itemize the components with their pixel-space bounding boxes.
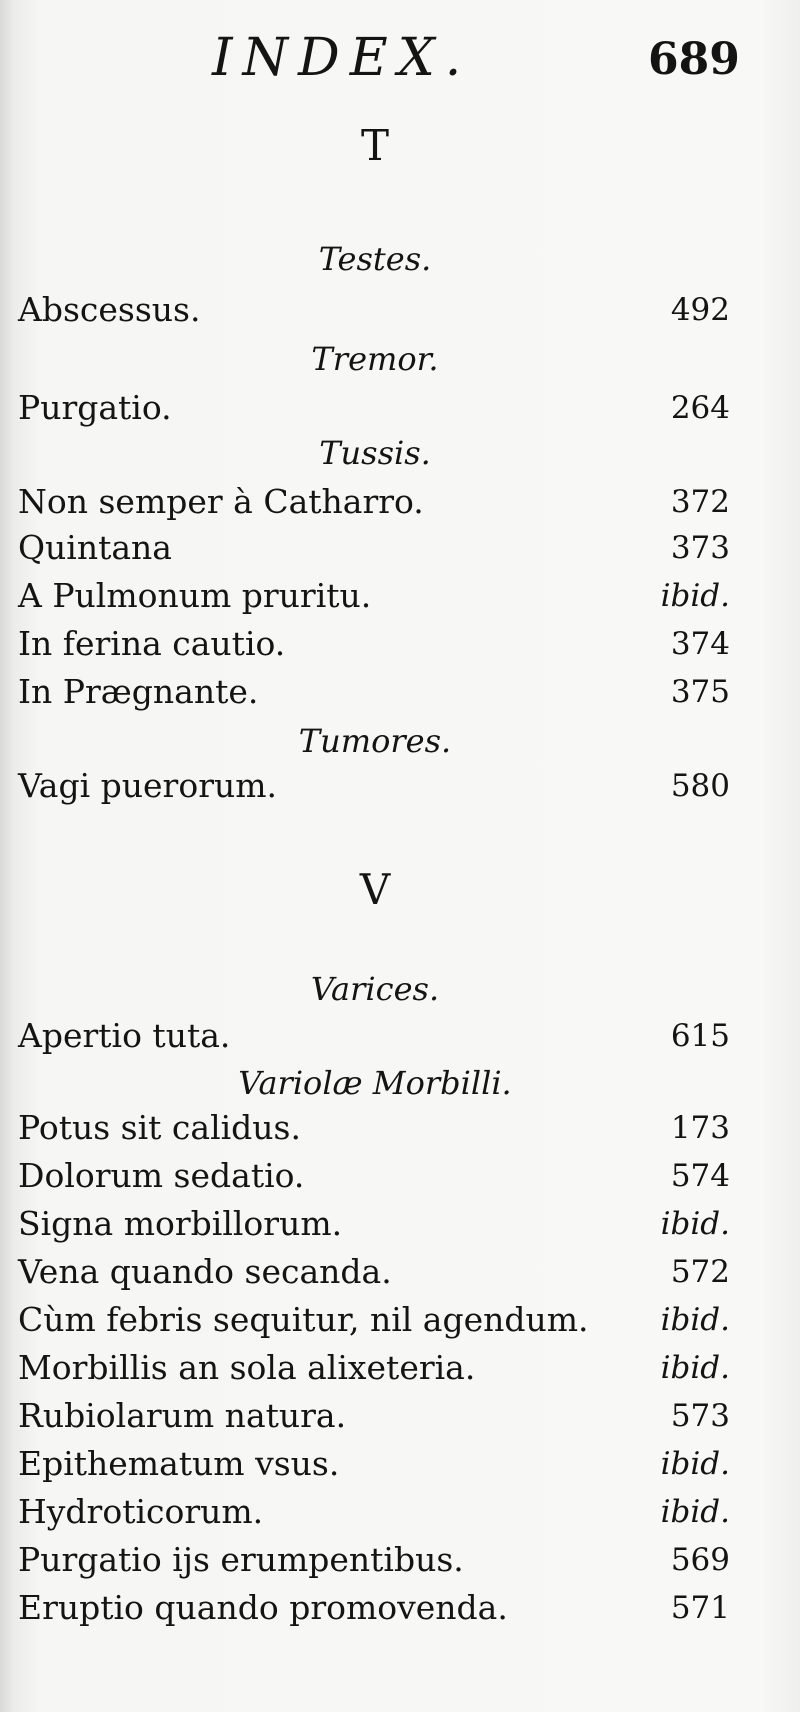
section-letter-v: V: [359, 865, 391, 914]
index-entry: [18, 1298, 730, 1342]
entry-text: Vagi puerorum.: [18, 766, 278, 805]
entry-text: Dolorum sedatio.: [18, 1156, 305, 1195]
index-entry: [18, 1490, 730, 1534]
index-entry: [18, 288, 730, 332]
entry-page: ibid.: [660, 1350, 730, 1386]
index-entry: [18, 764, 730, 808]
entry-page: 492: [670, 292, 730, 328]
entry-text: Signa morbillorum.: [18, 1204, 343, 1243]
subhead-tussis: Tussis.: [319, 434, 431, 472]
subhead-testes: Testes.: [318, 240, 432, 278]
entry-text: Vena quando secanda.: [18, 1252, 392, 1291]
index-entry: [18, 480, 730, 524]
entry-text: Purgatio.: [18, 388, 172, 427]
entry-text: Quintana: [18, 528, 172, 567]
index-entry: [18, 1154, 730, 1198]
index-entry: [18, 1442, 730, 1486]
entry-page: 580: [670, 768, 730, 804]
entry-page: 572: [670, 1254, 730, 1290]
entry-page: 375: [670, 674, 730, 710]
entry-text: Rubiolarum natura.: [18, 1396, 347, 1435]
entry-page: 571: [670, 1590, 730, 1626]
entry-page: ibid.: [660, 1302, 730, 1338]
entry-text: Abscessus.: [18, 290, 201, 329]
entry-page: 574: [670, 1158, 730, 1194]
index-entry: [18, 1106, 730, 1150]
index-entry: [18, 1538, 730, 1582]
entry-page: ibid.: [660, 1206, 730, 1242]
index-entry: [18, 1586, 730, 1630]
index-entry: [18, 670, 730, 714]
running-head: [0, 20, 800, 90]
entry-text: Epithematum vsus.: [18, 1444, 340, 1483]
section-letter-t: T: [360, 121, 389, 170]
page-number: 689: [648, 34, 740, 85]
index-entry: [18, 1250, 730, 1294]
index-entry: [18, 526, 730, 570]
entry-page: 374: [670, 626, 730, 662]
index-entry: [18, 1394, 730, 1438]
entry-page: 573: [670, 1398, 730, 1434]
index-entry: [18, 1202, 730, 1246]
entry-page: ibid.: [660, 1446, 730, 1482]
entry-text: Potus sit calidus.: [18, 1108, 301, 1147]
index-entry: [18, 386, 730, 430]
entry-text: In ferina cautio.: [18, 624, 286, 663]
entry-page: 373: [670, 530, 730, 566]
subhead-tumores: Tumores.: [298, 722, 452, 760]
subhead-varices: Varices.: [310, 970, 440, 1008]
index-entry: [18, 574, 730, 618]
entry-text: Purgatio ijs erumpentibus.: [18, 1540, 464, 1579]
entry-page: 615: [670, 1018, 730, 1054]
subhead-variolae-morbilli: Variolæ Morbilli.: [238, 1064, 512, 1102]
index-entry: [18, 622, 730, 666]
index-entry: [18, 1346, 730, 1390]
entry-page: 173: [670, 1110, 730, 1146]
entry-text: Hydroticorum.: [18, 1492, 264, 1531]
entry-text: Morbillis an sola alixeteria.: [18, 1348, 476, 1387]
index-entry: [18, 1014, 730, 1058]
running-title: INDEX.: [212, 28, 472, 88]
entry-text: In Prægnante.: [18, 672, 259, 711]
entry-text: Cùm febris sequitur, nil agendum.: [18, 1300, 589, 1339]
entry-text: Eruptio quando promovenda.: [18, 1588, 508, 1627]
entry-page: 569: [670, 1542, 730, 1578]
entry-page: ibid.: [660, 1494, 730, 1530]
entry-page: 372: [670, 484, 730, 520]
subhead-tremor: Tremor.: [311, 340, 439, 378]
entry-page: ibid.: [660, 578, 730, 614]
entry-page: 264: [670, 390, 730, 426]
entry-text: Apertio tuta.: [18, 1016, 231, 1055]
entry-text: Non semper à Catharro.: [18, 482, 424, 521]
entry-text: A Pulmonum pruritu.: [18, 576, 372, 615]
